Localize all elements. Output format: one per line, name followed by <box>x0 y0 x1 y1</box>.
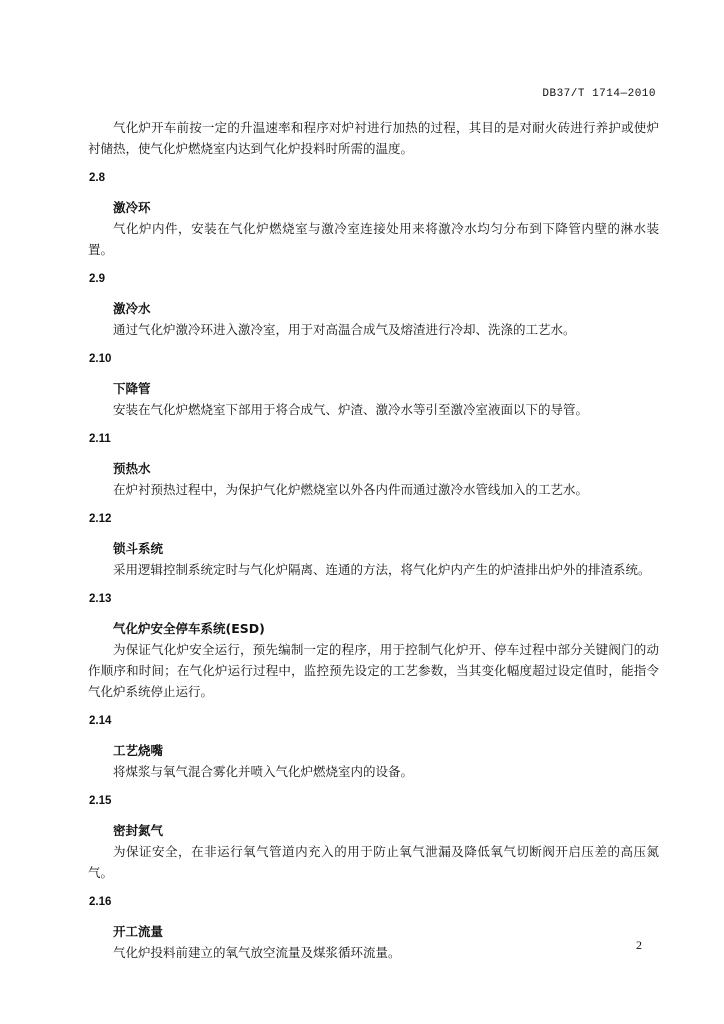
page-number: 2 <box>636 938 642 952</box>
term-definition: 为保证气化炉安全运行，预先编制一定的程序，用于控制气化炉开、停车过程中部分关键阀门的动作顺序和时间；在气化炉运行过程中，监控预先设定的工艺参数，当其变化幅度超过设定值时，能指令气化炉系统停止运行。 <box>88 642 659 699</box>
term-entry-2-8 <box>88 168 659 260</box>
term-title: 开工流量 <box>113 924 164 939</box>
term-number: 2.13 <box>89 593 112 605</box>
term-definition: 为保证安全，在非运行氧气管道内充入的用于防止氧气泄漏及降低氧气切断阀开启压差的高压氮气。 <box>88 844 659 880</box>
term-number: 2.10 <box>89 353 112 365</box>
intro-paragraph: 气化炉开车前按一定的升温速率和程序对炉衬进行加热的过程，其目的是对耐火砖进行养护或使炉衬储热，使气化炉燃烧室内达到气化炉投料时所需的温度。 <box>88 120 659 156</box>
term-title: 锁斗系统 <box>113 541 164 556</box>
term-title: 气化炉安全停车系统(ESD) <box>113 621 265 636</box>
term-title: 密封氮气 <box>113 823 164 838</box>
term-entry-2-16 <box>88 892 659 963</box>
document-body <box>88 117 659 963</box>
term-entry-2-11 <box>88 429 659 500</box>
term-title: 下降管 <box>113 381 151 396</box>
term-definition: 安装在气化炉燃烧室下部用于将合成气、炉渣、激冷水等引至激冷室液面以下的导管。 <box>113 402 589 417</box>
standard-code-header: DB37/T 1714—2010 <box>542 88 656 100</box>
term-title: 工艺烧嘴 <box>113 743 164 758</box>
term-definition: 通过气化炉激冷环进入激冷室，用于对高温合成气及熔渣进行冷却、洗涤的工艺水。 <box>113 322 576 337</box>
term-title: 激冷水 <box>113 301 151 316</box>
term-entry-2-14 <box>88 711 659 782</box>
term-definition: 气化炉内件，安装在气化炉燃烧室与激冷室连接处用来将激冷水均匀分布到下降管内壁的淋水装置。 <box>88 221 659 257</box>
term-number: 2.15 <box>89 795 112 807</box>
term-number: 2.8 <box>89 172 105 184</box>
term-number: 2.11 <box>89 433 111 445</box>
term-definition: 在炉衬预热过程中，为保护气化炉燃烧室以外各内件而通过激冷水管线加入的工艺水。 <box>113 482 589 497</box>
term-entry-2-15 <box>88 791 659 883</box>
term-number: 2.16 <box>89 896 112 908</box>
term-entry-2-12 <box>88 509 659 580</box>
term-title: 激冷环 <box>113 200 151 215</box>
term-entry-2-13 <box>88 589 659 702</box>
term-entry-2-9 <box>88 269 659 340</box>
term-number: 2.14 <box>89 715 112 727</box>
term-number: 2.12 <box>89 513 112 525</box>
term-definition: 气化炉投料前建立的氧气放空流量及煤浆循环流量。 <box>113 945 401 960</box>
term-entry-2-10 <box>88 349 659 420</box>
term-title: 预热水 <box>113 461 151 476</box>
term-definition: 采用逻辑控制系统定时与气化炉隔离、连通的方法，将气化炉内产生的炉渣排出炉外的排渣系统。 <box>113 562 651 577</box>
term-definition: 将煤浆与氧气混合雾化并喷入气化炉燃烧室内的设备。 <box>113 764 414 779</box>
term-number: 2.9 <box>89 273 105 285</box>
